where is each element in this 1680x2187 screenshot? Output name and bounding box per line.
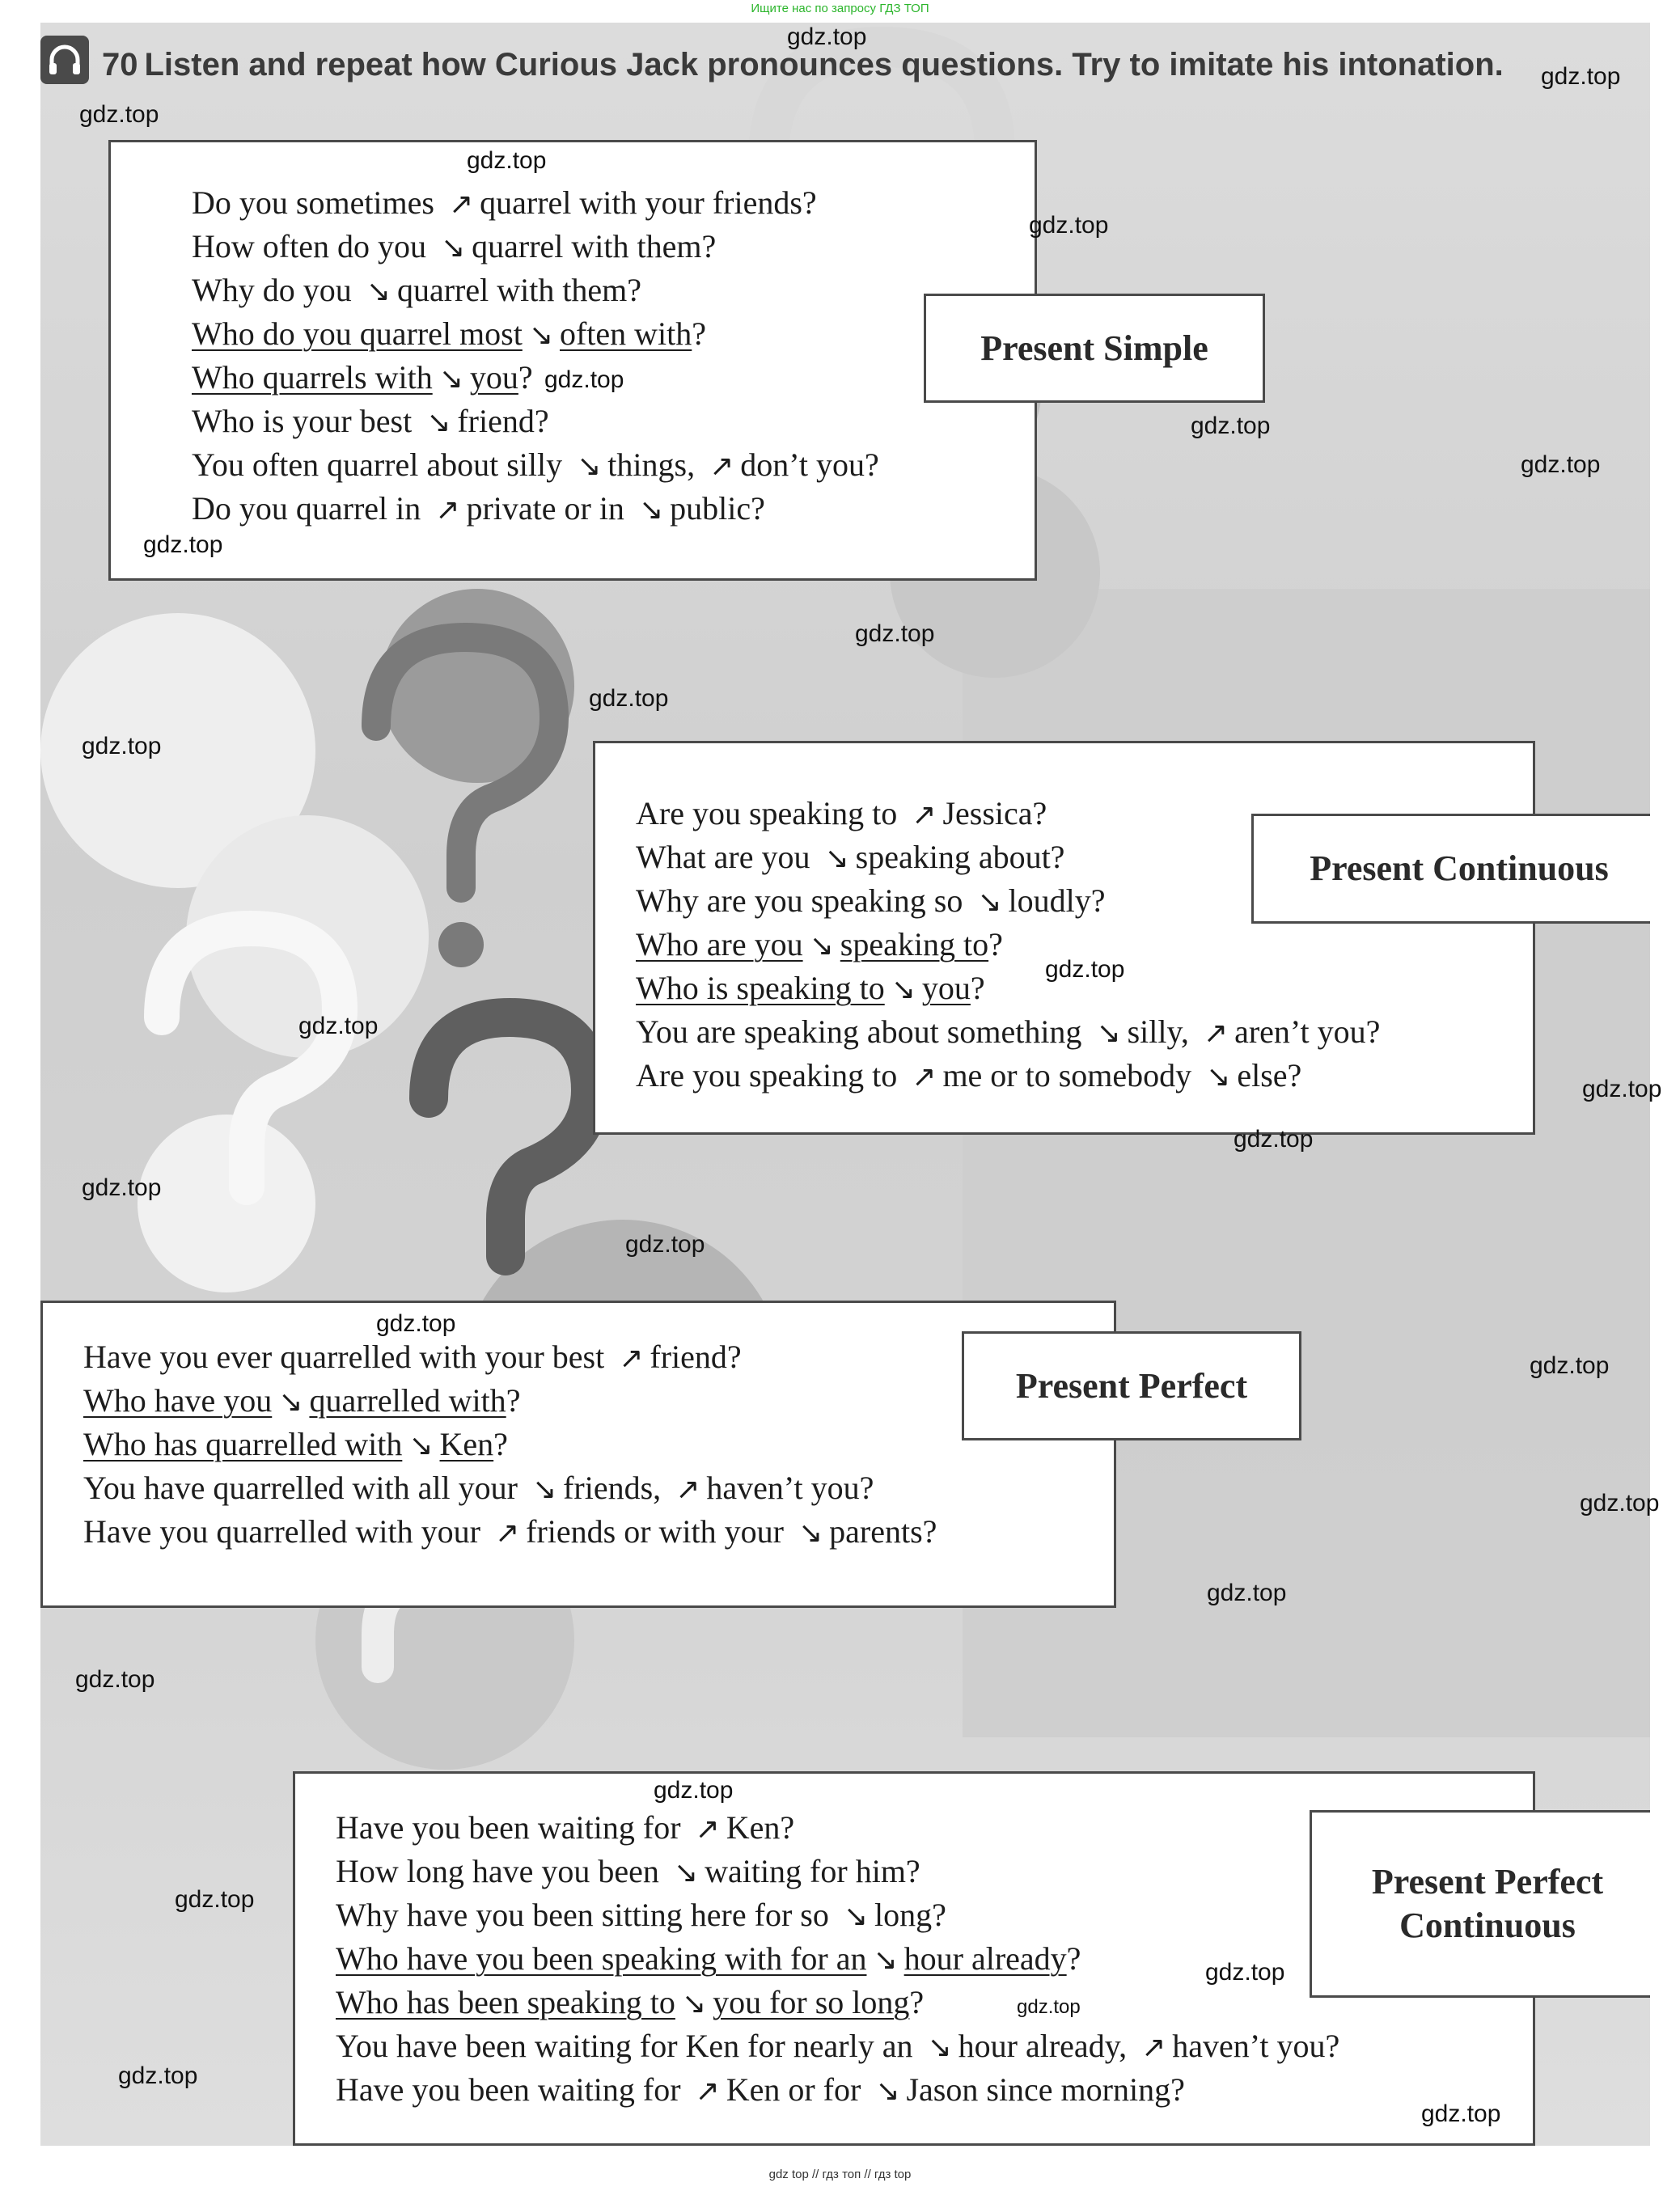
question-text: What are you	[636, 839, 819, 875]
falling-intonation-icon: ↘	[681, 1987, 707, 2020]
watermark: gdz.top	[75, 1666, 155, 1693]
question-line	[192, 312, 706, 357]
question-text: You have quarrelled with all your	[83, 1470, 526, 1506]
watermark: gdz.top	[298, 1013, 379, 1039]
watermark: gdz.top	[855, 620, 935, 647]
watermark: gdz.top	[1017, 1996, 1081, 2018]
question-line	[192, 225, 716, 270]
question-text: You have been waiting for Ken for nearly an	[336, 2028, 921, 2064]
watermark: gdz.top	[654, 1777, 734, 1804]
question-text: Why have you been sitting here for so	[336, 1897, 837, 1933]
question-text: hour already,	[958, 2028, 1136, 2064]
bg-question-mark	[429, 1017, 590, 1256]
question-text: Have you quarrelled with your	[83, 1513, 489, 1550]
top-banner[interactable]: Ищите нас по запросу ГДЗ ТОП	[751, 2, 929, 15]
falling-intonation-icon: ↘	[843, 1900, 868, 1933]
question-line	[336, 2068, 1185, 2113]
question-text: loudly?	[1008, 882, 1106, 919]
question-text: ?	[909, 1984, 925, 2020]
watermark: gdz.top	[82, 733, 162, 759]
watermark: gdz.top	[1207, 1580, 1287, 1606]
question-line	[636, 1054, 1301, 1099]
question-text: quarrel with them?	[396, 272, 642, 308]
present-simple-label: Present Simple	[924, 294, 1265, 403]
question-line	[336, 1893, 946, 1939]
question-text: haven’t you?	[706, 1470, 874, 1506]
question-text: ?	[506, 1382, 521, 1419]
falling-intonation-icon: ↘	[798, 1517, 823, 1550]
question-line	[192, 181, 817, 226]
falling-intonation-icon: ↘	[426, 406, 451, 439]
falling-intonation-icon: ↘	[1096, 1017, 1121, 1050]
question-text: quarrelled with	[309, 1382, 506, 1419]
rising-intonation-icon: ↗	[675, 1473, 700, 1506]
question-text: haven’t you?	[1172, 2028, 1340, 2064]
watermark: gdz.top	[787, 23, 867, 50]
falling-intonation-icon: ↘	[1206, 1060, 1231, 1094]
question-text: friend?	[457, 403, 549, 439]
question-line	[636, 1010, 1380, 1055]
question-text: Why are you speaking so	[636, 882, 971, 919]
question-text: hour already	[903, 1940, 1067, 1977]
question-text: things,	[607, 446, 704, 483]
question-line	[336, 1850, 920, 1895]
watermark: gdz.top	[544, 366, 624, 393]
watermark: gdz.top	[1029, 212, 1109, 239]
rising-intonation-icon: ↗	[1203, 1017, 1229, 1050]
question-text: waiting for him?	[705, 1853, 920, 1889]
present-simple-box	[108, 140, 1037, 581]
question-text: Who have you	[83, 1382, 273, 1419]
question-text: Jessica?	[942, 795, 1047, 831]
question-text: friend?	[650, 1339, 742, 1375]
question-line	[192, 400, 549, 445]
question-text: parents?	[829, 1513, 937, 1550]
question-text: ?	[970, 970, 985, 1006]
falling-intonation-icon: ↘	[366, 275, 391, 308]
question-text: Ken or for	[726, 2071, 870, 2108]
rising-intonation-icon: ↗	[619, 1342, 644, 1375]
question-text: ?	[518, 359, 533, 396]
rising-intonation-icon: ↗	[912, 1060, 937, 1094]
exercise-number: 70	[102, 47, 138, 82]
question-text: quarrel with them?	[472, 228, 717, 264]
watermark: gdz.top	[1421, 2100, 1501, 2127]
question-line	[192, 356, 533, 401]
question-text: friends,	[563, 1470, 670, 1506]
rising-intonation-icon: ↗	[695, 2075, 720, 2108]
question-line	[192, 487, 765, 532]
question-text: Ken	[439, 1426, 494, 1462]
falling-intonation-icon: ↘	[531, 1473, 557, 1506]
question-line	[192, 269, 641, 314]
question-text: don’t you?	[740, 446, 879, 483]
bg-question-dot	[438, 922, 484, 967]
question-line	[636, 792, 1047, 837]
watermark: gdz.top	[1521, 451, 1601, 478]
falling-intonation-icon: ↘	[977, 886, 1002, 919]
question-text: Jason since morning?	[906, 2071, 1185, 2108]
question-text: often with	[559, 315, 692, 352]
question-line	[336, 2024, 1339, 2070]
question-line	[636, 923, 1003, 968]
question-text: Who have you been speaking with for an	[336, 1940, 867, 1977]
question-line	[636, 967, 985, 1012]
question-text: Who quarrels with	[192, 359, 433, 396]
question-text: public?	[670, 490, 765, 527]
watermark: gdz.top	[1191, 412, 1271, 439]
question-text: How often do you	[192, 228, 434, 264]
present-continuous-label: Present Continuous	[1251, 814, 1650, 924]
rising-intonation-icon: ↗	[912, 798, 937, 831]
falling-intonation-icon: ↘	[438, 362, 463, 396]
question-text: Who is speaking to	[636, 970, 885, 1006]
present-perfect-box	[40, 1301, 1116, 1608]
falling-intonation-icon: ↘	[673, 1856, 699, 1889]
watermark: gdz.top	[1530, 1352, 1610, 1379]
falling-intonation-icon: ↘	[528, 319, 553, 352]
question-text: Have you been waiting for	[336, 2071, 689, 2108]
question-text: long?	[874, 1897, 946, 1933]
watermark: gdz.top	[1580, 1490, 1660, 1517]
watermark: gdz.top	[1234, 1126, 1314, 1153]
question-text: ?	[1066, 1940, 1081, 1977]
question-line	[336, 1806, 794, 1851]
question-text: Have you ever quarrelled with your best	[83, 1339, 613, 1375]
textbook-page	[40, 23, 1650, 2146]
present-perfect-label: Present Perfect	[962, 1331, 1301, 1440]
question-line	[83, 1335, 742, 1381]
question-text: speaking about?	[855, 839, 1065, 875]
exercise-title	[102, 47, 1504, 83]
question-text: friends or with your	[526, 1513, 792, 1550]
watermark: gdz.top	[625, 1231, 705, 1258]
falling-intonation-icon: ↘	[278, 1385, 303, 1419]
watermark: gdz.top	[376, 1310, 456, 1337]
question-text: you	[469, 359, 518, 396]
watermark: gdz.top	[1205, 1959, 1285, 1986]
question-text: you	[921, 970, 971, 1006]
falling-intonation-icon: ↘	[927, 2031, 952, 2064]
question-text: else?	[1237, 1057, 1302, 1094]
question-line	[336, 1937, 1081, 1982]
question-text: me or to somebody	[942, 1057, 1200, 1094]
falling-intonation-icon: ↘	[809, 929, 834, 962]
question-text: ?	[692, 315, 707, 352]
question-text: You are speaking about something	[636, 1013, 1090, 1050]
watermark: gdz.top	[82, 1174, 162, 1201]
question-text: Are you speaking to	[636, 1057, 906, 1094]
falling-intonation-icon: ↘	[638, 493, 664, 527]
question-text: How long have you been	[336, 1853, 667, 1889]
question-text: Who are you	[636, 926, 803, 962]
watermark: gdz.top	[1045, 956, 1125, 983]
bottom-banner: gdz top // гдз топ // гдз top	[768, 2168, 912, 2181]
question-text: aren’t you?	[1234, 1013, 1381, 1050]
rising-intonation-icon: ↗	[1141, 2031, 1166, 2064]
headphones-icon[interactable]	[40, 36, 89, 84]
question-text: Do you quarrel in	[192, 490, 430, 527]
watermark: gdz.top	[589, 685, 669, 712]
falling-intonation-icon: ↘	[440, 231, 466, 264]
question-text: Who do you quarrel most	[192, 315, 523, 352]
watermark: gdz.top	[118, 2062, 198, 2089]
falling-intonation-icon: ↘	[873, 1944, 898, 1977]
question-line	[83, 1379, 520, 1424]
rising-intonation-icon: ↗	[494, 1517, 520, 1550]
falling-intonation-icon: ↘	[891, 973, 916, 1006]
question-text: Who has quarrelled with	[83, 1426, 403, 1462]
question-line	[336, 1981, 924, 2026]
bg-sphere	[138, 1115, 315, 1292]
question-line	[83, 1466, 874, 1512]
question-text: Who has been speaking to	[336, 1984, 675, 2020]
rising-intonation-icon: ↗	[695, 1813, 720, 1846]
question-line	[636, 835, 1064, 881]
exercise-instruction: Listen and repeat how Curious Jack pronounces questions. Try to imitate his intonation.	[144, 47, 1504, 82]
question-text: speaking to	[840, 926, 989, 962]
watermark: gdz.top	[467, 147, 547, 174]
present-continuous-box	[593, 741, 1535, 1135]
question-text: quarrel with your friends?	[480, 184, 817, 221]
question-text: Who is your best	[192, 403, 421, 439]
falling-intonation-icon: ↘	[408, 1429, 434, 1462]
question-line	[192, 443, 879, 489]
question-text: ?	[988, 926, 1003, 962]
watermark: gdz.top	[79, 101, 159, 128]
question-text: Have you been waiting for	[336, 1809, 689, 1846]
rising-intonation-icon: ↗	[435, 493, 460, 527]
rising-intonation-icon: ↗	[709, 450, 734, 483]
watermark: gdz.top	[1541, 63, 1621, 90]
question-text: silly,	[1127, 1013, 1197, 1050]
watermark: gdz.top	[143, 531, 223, 558]
question-text: Do you sometimes	[192, 184, 442, 221]
question-text: You often quarrel about silly	[192, 446, 571, 483]
question-text: Ken?	[726, 1809, 795, 1846]
watermark: gdz.top	[1582, 1076, 1662, 1102]
question-line	[636, 879, 1106, 924]
question-text: Are you speaking to	[636, 795, 906, 831]
question-line	[83, 1510, 937, 1555]
present-perfect-continuous-label: Present Perfect Continuous	[1310, 1810, 1650, 1998]
question-text: Why do you	[192, 272, 360, 308]
falling-intonation-icon: ↘	[824, 842, 849, 875]
rising-intonation-icon: ↗	[448, 188, 474, 221]
question-text: private or in	[466, 490, 633, 527]
question-text: you for so long	[713, 1984, 910, 2020]
question-text: ?	[493, 1426, 508, 1462]
falling-intonation-icon: ↘	[577, 450, 602, 483]
falling-intonation-icon: ↘	[875, 2075, 900, 2108]
watermark: gdz.top	[175, 1886, 255, 1913]
question-line	[83, 1423, 508, 1468]
